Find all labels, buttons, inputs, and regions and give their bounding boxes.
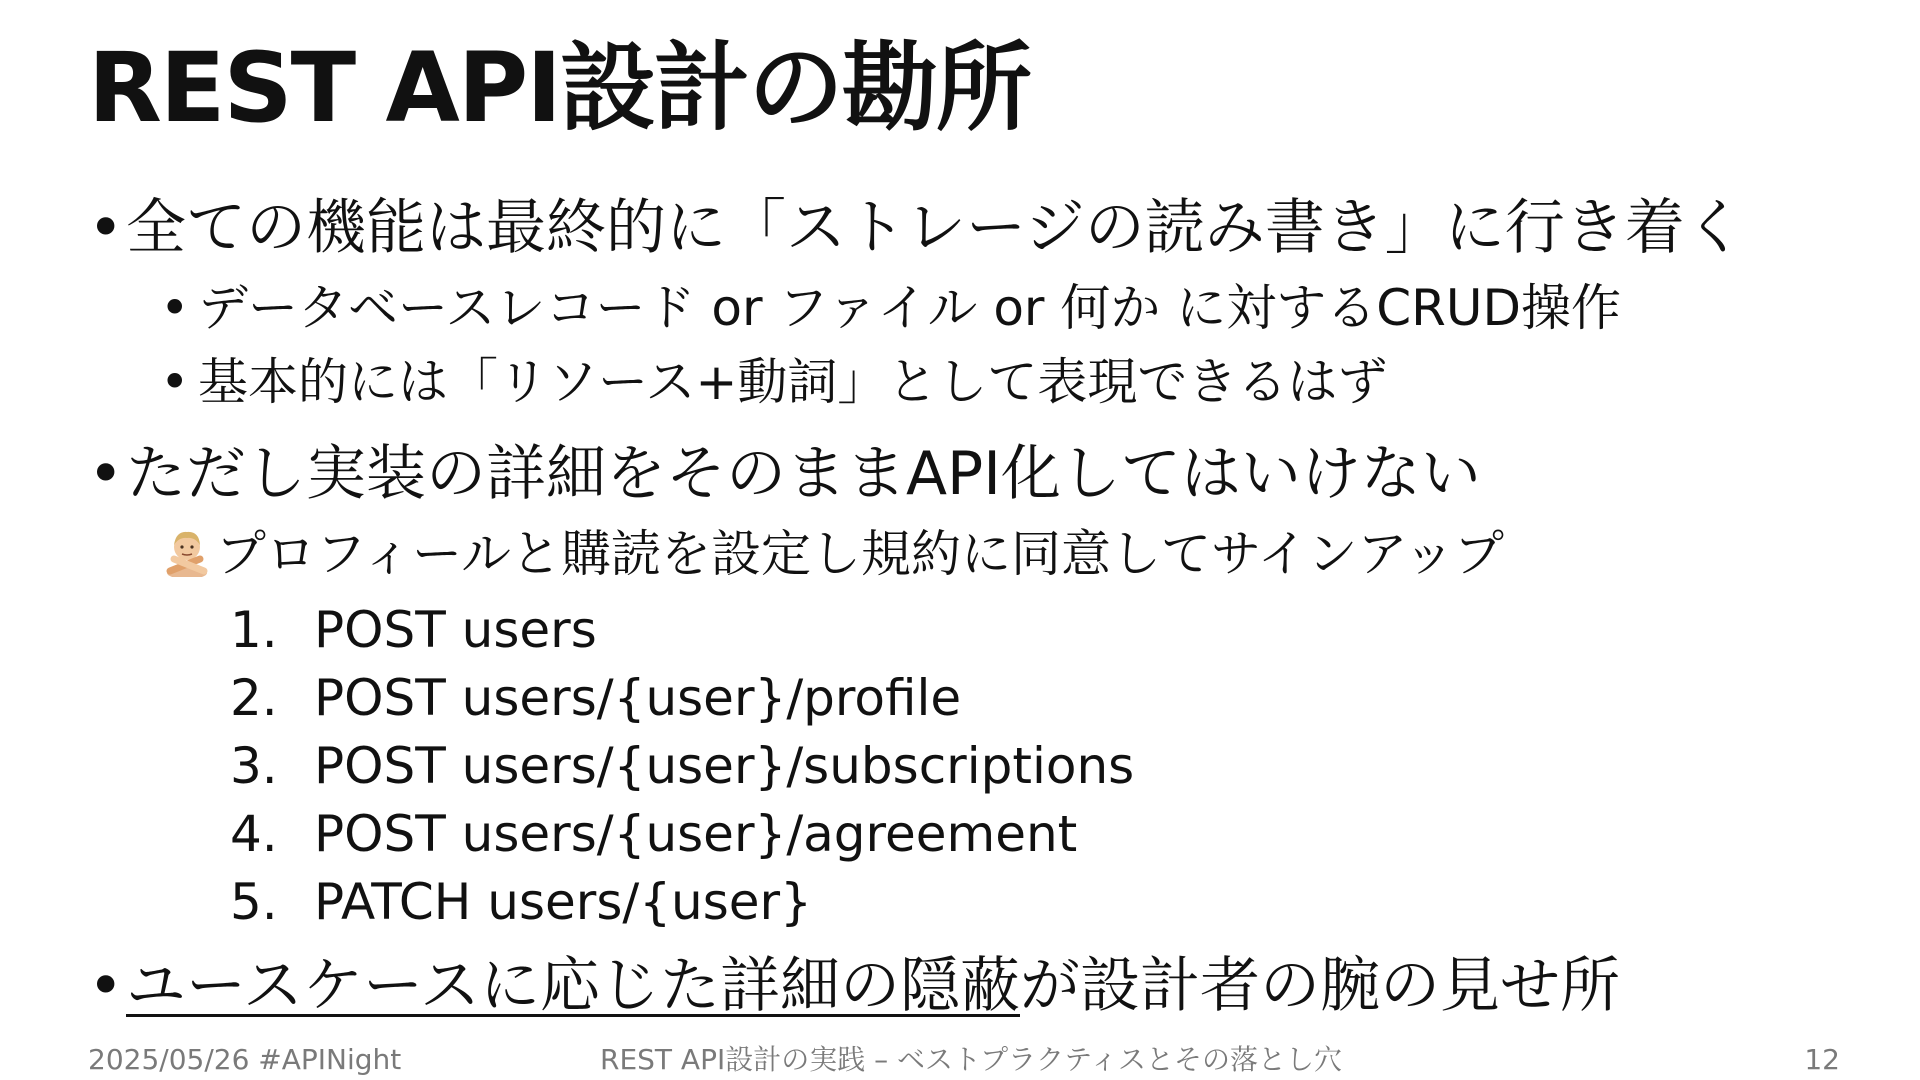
bullet-marker: • xyxy=(160,279,190,337)
bullet-1-sub-2 xyxy=(160,350,1387,414)
list-item xyxy=(230,868,1134,936)
step-text: PATCH users/{user} xyxy=(314,873,812,931)
footer-date-tag: 2025/05/26 #APINight xyxy=(88,1043,402,1076)
list-item xyxy=(230,732,1134,800)
list-item xyxy=(230,800,1134,868)
bullet-1-sub-2-text: 基本的には「リソース+動詞」として表現できるはず xyxy=(198,353,1388,411)
page-number: 12 xyxy=(1804,1043,1840,1076)
bullet-2-text: ただし実装の詳細をそのままAPI化してはいけない xyxy=(126,439,1481,509)
step-text: POST users/{user}/profile xyxy=(314,669,962,727)
bullet-1-sub-1-text: データベースレコード or ファイル or 何か に対するCRUD操作 xyxy=(198,279,1622,337)
step-number: 3. xyxy=(230,737,278,795)
step-number: 2. xyxy=(230,669,278,727)
step-number: 5. xyxy=(230,873,278,931)
list-item xyxy=(230,596,1134,664)
bullet-marker: • xyxy=(160,353,190,411)
step-number: 1. xyxy=(230,601,278,659)
bullet-1 xyxy=(88,190,1745,266)
step-text: POST users/{user}/agreement xyxy=(314,805,1078,863)
bullet-3 xyxy=(88,948,1620,1024)
bullet-1-sub-1 xyxy=(160,276,1621,340)
bullet-3-text: が設計者の腕の見せ所 xyxy=(1020,951,1620,1021)
step-text: POST users xyxy=(314,601,597,659)
api-steps-list xyxy=(230,596,1134,936)
list-item xyxy=(230,664,1134,732)
step-number: 4. xyxy=(230,805,278,863)
bullet-3-underlined-text: ユースケースに応じた詳細の隠蔽 xyxy=(126,951,1020,1021)
bullet-2 xyxy=(88,436,1481,512)
bullet-1-text: 全ての機能は最終的に「ストレージの読み書き」に行き着く xyxy=(126,193,1745,263)
bullet-marker: • xyxy=(88,193,124,263)
bullet-marker: • xyxy=(88,439,124,509)
footer-title: REST API設計の実践 – ベストプラクティスとその落とし穴 xyxy=(600,1043,1342,1076)
example-line xyxy=(162,522,1504,586)
slide-title: REST API設計の勘所 xyxy=(88,32,1030,144)
example-text: プロフィールと購読を設定し規約に同意してサインアップ xyxy=(216,525,1504,583)
step-text: POST users/{user}/subscriptions xyxy=(314,737,1135,795)
person-gesturing-no-icon xyxy=(162,527,212,577)
bullet-marker: • xyxy=(88,951,124,1021)
